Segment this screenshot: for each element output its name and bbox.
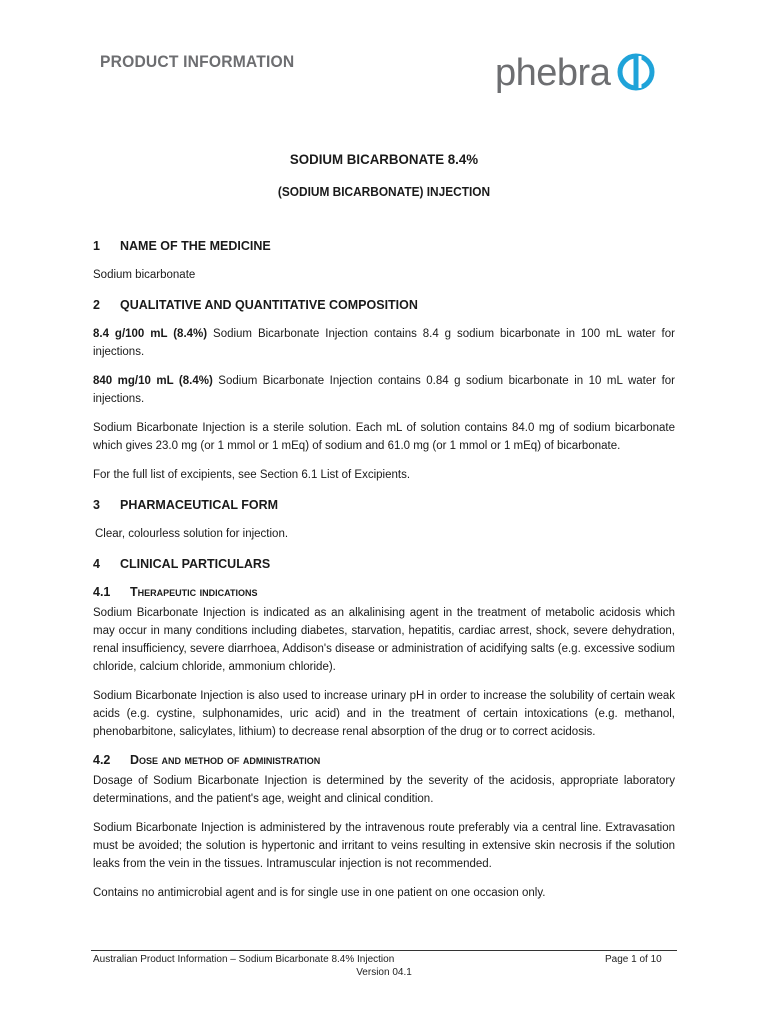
footer-divider bbox=[91, 950, 677, 951]
phebra-logo bbox=[495, 48, 656, 97]
strength-label: 840 mg/10 mL (8.4%) bbox=[93, 375, 213, 387]
indications-paragraph-1: Sodium Bicarbonate Injection is indicated as an alkalinising agent in the treatment of metabolic acidosis which may occur in many conditions including diabetes, starvation, hepatitis, cardiac arrest, shock, severe dehydration, renal insufficiency, severe diarrhoea, Addison's disease or administration of acidifying salts (e.g. excessive sodium chloride, calcium chloride, ammonium chloride). bbox=[93, 607, 675, 673]
section-heading-text: NAME OF THE MEDICINE bbox=[120, 239, 271, 253]
document-title: SODIUM BICARBONATE 8.4% bbox=[289, 151, 479, 167]
header-title: PRODUCT INFORMATION bbox=[100, 52, 295, 71]
section-3-body: Clear, colourless solution for injection. bbox=[95, 528, 289, 540]
subsection-number: 4.2 bbox=[93, 753, 111, 767]
section-2-heading bbox=[93, 297, 675, 313]
section-3-heading bbox=[93, 497, 675, 513]
subsection-number: 4.1 bbox=[93, 585, 111, 599]
section-number: 3 bbox=[93, 498, 100, 512]
strength-label: 8.4 g/100 mL (8.4%) bbox=[93, 328, 208, 340]
dose-paragraph-2: Sodium Bicarbonate Injection is administered by the intravenous route preferably via a central line. Extravasation must be avoided; the solution is hypertonic and irritant to veins resulting in extensive skin necrosis if the solution leaks from the vein in the tissues. Intramuscular injection is not recommended. bbox=[93, 822, 675, 870]
paragraph-text: Sodium Bicarbonate Injection contains 0.84 g sodium bicarbonate in 10 mL water for injections. bbox=[93, 375, 675, 405]
phebra-logo-icon bbox=[616, 52, 656, 97]
logo-text: phebra bbox=[495, 51, 611, 94]
subsection-heading-text: Dose and method of administration bbox=[130, 753, 321, 767]
footer-page-number: Page 1 of 10 bbox=[605, 954, 662, 965]
section-heading-text: QUALITATIVE AND QUANTITATIVE COMPOSITION bbox=[120, 298, 418, 312]
document-subtitle: (SODIUM BICARBONATE) INJECTION bbox=[277, 185, 491, 199]
paragraph-text: Sodium Bicarbonate Injection contains 8.4 g sodium bicarbonate in 100 mL water for injections. bbox=[93, 328, 675, 358]
section-1-body: Sodium bicarbonate bbox=[93, 269, 196, 281]
footer-version: Version 04.1 bbox=[356, 967, 412, 978]
section-number: 4 bbox=[93, 557, 100, 571]
section-4-1-heading bbox=[93, 584, 675, 600]
composition-paragraph-1 bbox=[93, 325, 675, 361]
section-4-heading bbox=[93, 556, 675, 572]
section-heading-text: CLINICAL PARTICULARS bbox=[120, 557, 271, 571]
section-4-2-heading bbox=[93, 752, 675, 768]
composition-paragraph-2 bbox=[93, 372, 675, 408]
dose-paragraph-3: Contains no antimicrobial agent and is for single use in one patient on one occasion only. bbox=[93, 887, 546, 899]
section-number: 2 bbox=[93, 298, 100, 312]
section-1-heading bbox=[93, 238, 675, 254]
document-body bbox=[93, 238, 675, 913]
subsection-heading-text: Therapeutic indications bbox=[130, 585, 258, 599]
indications-paragraph-2: Sodium Bicarbonate Injection is also used to increase urinary pH in order to increase the solubility of certain weak acids (e.g. cystine, sulphonamides, uric acid) and in the treatment of certain intoxications (e.g. methanol, phenobarbitone, salicylates, lithium) to decrease renal absorption of the drug or to correct acidosis. bbox=[93, 690, 675, 738]
section-heading-text: PHARMACEUTICAL FORM bbox=[120, 498, 279, 512]
composition-paragraph-4: For the full list of excipients, see Section 6.1 List of Excipients. bbox=[93, 469, 411, 481]
section-number: 1 bbox=[93, 239, 100, 253]
composition-paragraph-3: Sodium Bicarbonate Injection is a sterile solution. Each mL of solution contains 84.0 mg of sodium bicarbonate which gives 23.0 mg (or 1 mmol or 1 mEq) of sodium and 61.0 mg (or 1 mmol or 1 mEq) of bicarbonate. bbox=[93, 422, 675, 452]
dose-paragraph-1: Dosage of Sodium Bicarbonate Injection is determined by the severity of the acidosis, appropriate laboratory determinations, and the patient's age, weight and clinical condition. bbox=[93, 775, 675, 805]
footer-document-name: Australian Product Information – Sodium Bicarbonate 8.4% Injection bbox=[93, 954, 395, 965]
